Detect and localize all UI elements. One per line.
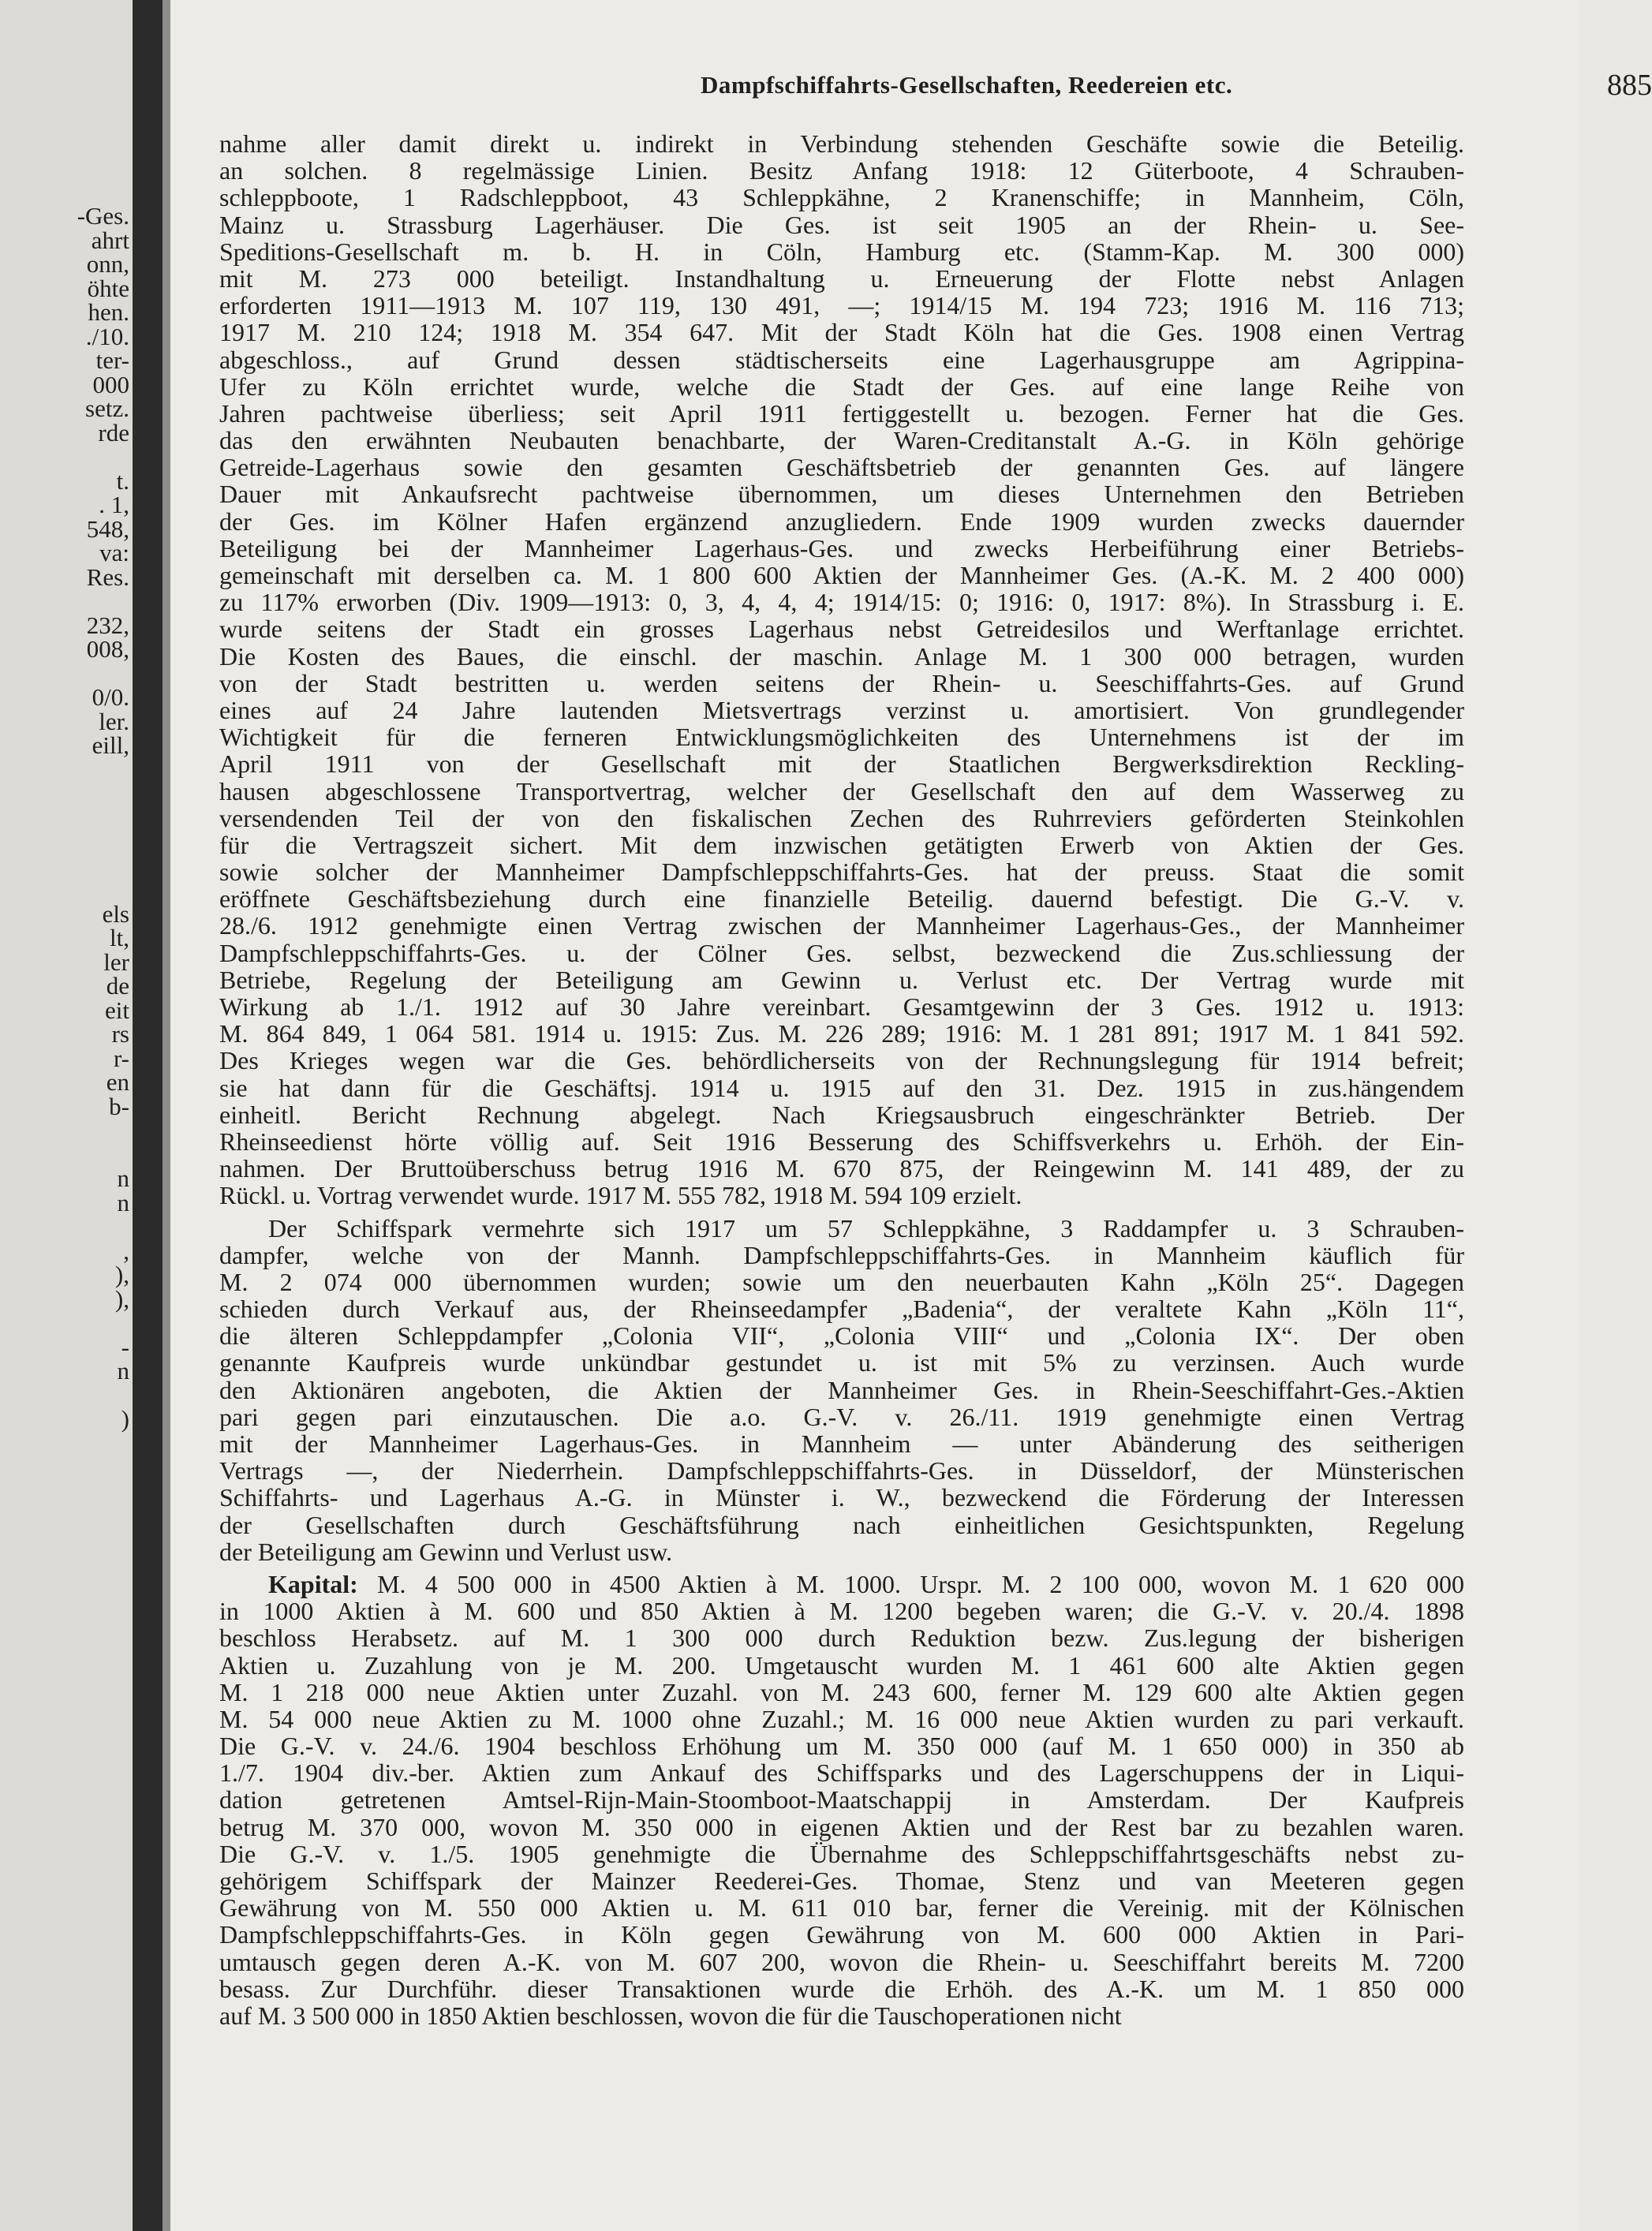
text-line: Dampfschleppschiffahrts-Ges. u. der Cölner Ges. selbst, bezweckend die Zus.schliessung der (219, 938, 1464, 967)
text-line: Wichtigkeit für die ferneren Entwicklungsmöglichkeiten des Unternehmens ist der im (219, 723, 1464, 752)
text-line: Dampfschleppschiffahrts-Ges. in Köln gegen Gewährung von M. 600 000 Aktien in Pari- (219, 1920, 1464, 1949)
facing-page-fragment: , (123, 1236, 129, 1265)
text-line: für die Vertragszeit sichert. Mit dem inzwischen getätigten Erwerb von Aktien der Ges. (219, 830, 1464, 859)
text-line: der Gesellschaften durch Geschäftsführung nach einheitlichen Gesichtspunkten, Regelung (219, 1510, 1464, 1539)
text-line: an solchen. 8 regelmässige Linien. Besitz Anfang 1918: 12 Güterboote, 4 Schrauben- (219, 156, 1464, 185)
running-head: Dampfschiffahrts-Gesellschaften, Reedereien etc. (701, 71, 1233, 99)
facing-page-fragment: onn, (86, 250, 129, 278)
text-line: den Aktionären angeboten, die Aktien der Mannheimer Ges. in Rhein-Seeschiffahrt-Ges.-Aktien (219, 1375, 1464, 1404)
text-line: mit M. 273 000 beteiligt. Instandhaltung u. Erneuerung der Flotte nebst Anlagen (219, 263, 1464, 293)
text-line: Ufer zu Köln errichtet wurde, welche die Stadt der Ges. auf eine lange Reihe von (219, 372, 1464, 401)
text-line: Schiffahrts- und Lagerhaus A.-G. in Münster i. W., bezweckend die Förderung der Interessen (219, 1483, 1464, 1512)
facing-page-fragment: r- (113, 1044, 129, 1072)
facing-page-fragments (0, 202, 134, 1433)
text-line: einheitl. Bericht Rechnung abgelegt. Nach Kriegsausbruch eingeschränkter Betrieb. Der (219, 1100, 1464, 1129)
facing-page-fragment: -Ges. (77, 202, 129, 230)
facing-page-fragment: n (117, 1164, 129, 1192)
text-line: gemeinschaft mit derselben ca. M. 1 800 600 Aktien der Mannheimer Ges. (A.-K. M. 2 400 000) (219, 561, 1464, 589)
text-line: in 1000 Aktien à M. 600 und 850 Aktien à M. 1200 begeben waren; die G.-V. v. 20./4. 1898 (219, 1597, 1464, 1626)
facing-page-fragment: b- (109, 1092, 129, 1120)
text-line: pari gegen pari einzutauschen. Die a.o. G.-V. v. 26./11. 1919 genehmigte einen Vertrag (219, 1402, 1464, 1431)
facing-page-fragment: lt, (110, 924, 129, 951)
text-line: der Beteiligung am Gewinn und Verlust usw. (219, 1537, 673, 1566)
text-line: mit der Mannheimer Lagerhaus-Ges. in Mannheim — unter Abänderung des seitherigen (219, 1429, 1464, 1458)
text-line: 1917 M. 210 124; 1918 M. 354 647. Mit der Stadt Köln hat die Ges. 1908 einen Vertrag (219, 318, 1464, 347)
text-line: schleppboote, 1 Radschleppboot, 43 Schleppkähne, 2 Kranenschiffe; in Mannheim, Cöln, (219, 183, 1464, 212)
text-line: das den erwähnten Neubauten benachbarte, der Waren-Creditanstalt A.-G. in Köln gehörige (219, 426, 1464, 455)
text-line (219, 1571, 1464, 1598)
text-line: Die G.-V. v. 24./6. 1904 beschloss Erhöhung um M. 350 000 (auf M. 1 650 000) in 350 ab (219, 1732, 1464, 1761)
text-line: genannte Kaufpreis wurde unkündbar gestundet u. ist mit 5% zu verzinsen. Auch wurde (219, 1348, 1464, 1377)
text-line: Der Schiffspark vermehrte sich 1917 um 57 Schleppkähne, 3 Raddampfer u. 3 Schrauben- (268, 1213, 1464, 1243)
spine-shadow (163, 0, 170, 2231)
text-line: die älteren Schleppdampfer „Colonia VII“, „Colonia VIII“ und „Colonia IX“. Der oben (219, 1321, 1464, 1351)
text-line: zu 117% erworben (Div. 1909—1913: 0, 3, 4, 4, 4; 1914/15: 0; 1916: 0, 1917: 8%). In Strassburg i. E. (219, 588, 1464, 617)
facing-page-fragment: els (102, 899, 129, 928)
text-line: Speditions-Gesellschaft m. b. H. in Cöln, Hamburg etc. (Stamm-Kap. M. 300 000) (219, 237, 1464, 266)
text-line: hausen abgeschlossene Transportvertrag, welcher der Gesellschaft den auf dem Wasserweg zu (219, 776, 1464, 805)
text-line: 28./6. 1912 genehmigte einen Vertrag zwischen der Mannheimer Lagerhaus-Ges., der Mannheimer (219, 911, 1464, 940)
text-line: der Ges. im Kölner Hafen ergänzend anzugliedern. Ende 1909 wurden zwecks dauernder (219, 506, 1464, 536)
text-line: Gewährung von M. 550 000 Aktien u. M. 611 010 bar, ferner die Vereinig. mit der Kölnischen (219, 1893, 1464, 1923)
text-line: erforderten 1911—1913 M. 107 119, 130 491, —; 1914/15 M. 194 723; 1916 M. 116 713; (219, 291, 1464, 320)
text-line: M. 864 849, 1 064 581. 1914 u. 1915: Zus. M. 226 289; 1916: M. 1 281 891; 1917 M. 1 841 592. (219, 1019, 1464, 1048)
text-line: schieden durch Verkauf aus, der Rheinseedampfer „Badenia“, der veraltete Kahn „Köln 11“, (219, 1295, 1464, 1324)
facing-page-fragment: öhte (87, 274, 129, 302)
text-line: dampfer, welche von der Mannh. Dampfschleppschiffahrts-Ges. in Mannheim käuflich für (219, 1240, 1464, 1269)
text-line: versendenden Teil der von den fiskalischen Zechen des Ruhrreviers geförderten Steinkohlen (219, 803, 1464, 832)
text-line: Des Krieges wegen war die Ges. behördlicherseits von der Rechnungslegung für 1914 befreit; (219, 1046, 1464, 1075)
facing-page-fragment: ./10. (85, 322, 129, 350)
facing-page-fragment: rs (111, 1020, 129, 1048)
facing-page-fragment: 548, (86, 514, 129, 543)
text-line: von der Stadt bestritten u. werden seitens der Rhein- u. Seeschiffahrts-Ges. auf Grund (219, 668, 1464, 697)
text-line: Dauer mit Ankaufsrecht pachtweise übernommen, um dieses Unternehmen den Betrieben (219, 480, 1464, 509)
facing-page-fragment: ), (114, 1261, 129, 1288)
facing-page-fragment: 0/0. (92, 683, 129, 711)
facing-page-fragment: eill, (92, 731, 129, 759)
body-text (219, 130, 1464, 2029)
facing-page-fragment: . 1, (99, 491, 129, 518)
facing-page-fragment: hen. (88, 298, 129, 326)
facing-page-fragment: n (117, 1188, 129, 1216)
facing-page-fragment: 008, (86, 635, 129, 663)
facing-page-fragment: 232, (86, 611, 129, 639)
facing-page-fragment: n (117, 1357, 129, 1385)
facing-page-fragment: va: (99, 539, 129, 566)
facing-page-fragment: ), (114, 1284, 129, 1313)
facing-page-fragment: - (121, 1332, 129, 1361)
text-line: dation getretenen Amtsel-Rijn-Main-Stoomboot-Maatschappij in Amsterdam. Der Kaufpreis (219, 1785, 1464, 1814)
facing-page-fragment: ahrt (91, 226, 129, 254)
facing-page-fragment: en (106, 1068, 129, 1096)
text-line: Beteiligung bei der Mannheimer Lagerhaus-Ges. und zwecks Herbeiführung einer Betriebs- (219, 533, 1464, 562)
facing-page-fragment: ler (103, 947, 129, 976)
text-line: Die Kosten des Baues, die einschl. der maschin. Anlage M. 1 300 000 betragen, wurden (219, 641, 1464, 671)
text-line: Jahren pachtweise überliess; seit April 1911 fertiggestellt u. bezogen. Ferner hat die Ges. (219, 398, 1464, 428)
text-line: wurde seitens der Stadt ein grosses Lagerhaus nebst Getreidesilos und Werftanlage errichtet. (219, 615, 1464, 644)
text-line: umtausch gegen deren A.-K. von M. 607 200, wovon die Rhein- u. Seeschiffahrt bereits M. 7200 (219, 1947, 1464, 1976)
book-spine (133, 0, 163, 2231)
text-line: April 1911 von der Gesellschaft mit der Staatlichen Bergwerksdirektion Reckling- (219, 749, 1464, 779)
page-number: 885 (1607, 69, 1652, 102)
text-line: nahme aller damit direkt u. indirekt in Verbindung stehenden Geschäfte sowie die Beteilig. (219, 129, 1464, 158)
text-line: besass. Zur Durchführ. dieser Transaktionen wurde die Erhöh. des A.-K. um M. 1 850 000 (219, 1974, 1464, 2003)
text-line: Rückl. u. Vortrag verwendet wurde. 1917 M. 555 782, 1918 M. 594 109 erzielt. (219, 1181, 1022, 1210)
text-line: nahmen. Der Bruttoüberschuss betrug 1916 M. 670 875, der Reingewinn M. 141 489, der zu (219, 1154, 1464, 1183)
text-line: Wirkung ab 1./1. 1912 auf 30 Jahre vereinbart. Gesamtgewinn der 3 Ges. 1912 u. 1913: (219, 992, 1464, 1021)
facing-page-fragment: 000 (92, 370, 129, 398)
text-line: eines auf 24 Jahre lautenden Mietsvertrags verzinst u. amortisiert. Von grundlegender (219, 695, 1464, 724)
facing-page-edge (0, 0, 134, 2231)
text-line: sowie solcher der Mannheimer Dampfschleppschiffahrts-Ges. hat der preuss. Staat die somit (219, 858, 1464, 887)
kapital-label: Kapital: (268, 1569, 358, 1598)
facing-page-fragment: t. (116, 466, 129, 495)
text-line: M. 2 074 000 übernommen wurden; sowie um den neuerbauten Kahn „Köln 25“. Dagegen (219, 1267, 1464, 1296)
facing-page-fragment: rde (98, 418, 129, 447)
page-header (701, 71, 1652, 107)
text-line: Getreide-Lagerhaus sowie den gesamten Geschäftsbetrieb der genannten Ges. auf längere (219, 453, 1464, 482)
text-line: Die G.-V. v. 1./5. 1905 genehmigte die Übernahme des Schleppschiffahrtsgeschäfts nebst zu- (219, 1839, 1464, 1868)
facing-page-fragment: ler. (99, 707, 129, 735)
facing-page-fragment: de (106, 972, 129, 1000)
text-line: betrug M. 370 000, wovon M. 350 000 in eigenen Aktien und der Rest bar zu bezahlen waren. (219, 1812, 1464, 1841)
text-line: Betriebe, Regelung der Beteiligung am Gewinn u. Verlust etc. Der Vertrag wurde mit (219, 965, 1464, 994)
text-line: beschloss Herabsetz. auf M. 1 300 000 durch Reduktion bezw. Zus.legung der bisherigen (219, 1624, 1464, 1653)
text-line-content: M. 4 500 000 in 4500 Aktien à M. 1000. Urspr. M. 2 100 000, wovon M. 1 620 000 (357, 1569, 1464, 1598)
text-line: Aktien u. Zuzahlung von je M. 200. Umgetauscht wurden M. 1 461 600 alte Aktien gegen (219, 1650, 1464, 1680)
facing-page-fragment: ter- (95, 346, 129, 374)
text-line: auf M. 3 500 000 in 1850 Aktien beschlossen, wovon die für die Tauschoperationen nicht (219, 2001, 1122, 2030)
text-line: gehörigem Schiffspark der Mainzer Reederei-Ges. Thomae, Stenz und van Meeteren gegen (219, 1867, 1464, 1895)
text-line: abgeschloss., auf Grund dessen städtischerseits eine Lagerhausgruppe am Agrippina- (219, 345, 1464, 374)
facing-page-fragment: ) (121, 1405, 129, 1433)
facing-page-fragment: eit (105, 996, 129, 1024)
text-line: Rheinseedienst hörte völlig auf. Seit 1916 Besserung des Schiffsverkehrs u. Erhöh. der Ein- (219, 1127, 1464, 1156)
text-line: Mainz u. Strassburg Lagerhäuser. Die Ges. ist seit 1905 an der Rhein- u. See- (219, 210, 1464, 239)
text-line: M. 54 000 neue Aktien zu M. 1000 ohne Zuzahl.; M. 16 000 neue Aktien wurden zu pari verkauft. (219, 1704, 1464, 1733)
text-line: Vertrags —, der Niederrhein. Dampfschleppschiffahrts-Ges. in Düsseldorf, der Münsterischen (219, 1456, 1464, 1485)
facing-page-fragment: setz. (85, 394, 129, 422)
text-line: M. 1 218 000 neue Aktien unter Zuzahl. von M. 243 600, ferner M. 129 600 alte Aktien gegen (219, 1677, 1464, 1706)
text-line: 1./7. 1904 div.-ber. Aktien zum Ankauf des Schiffsparks und des Lagerschuppens der in Liqui- (219, 1758, 1464, 1788)
text-line: sie hat dann für die Geschäftsj. 1914 u. 1915 auf den 31. Dez. 1915 in zus.hängendem (219, 1073, 1464, 1102)
facing-page-fragment: Res. (86, 562, 129, 591)
text-line: eröffnete Geschäftsbeziehung durch eine finanzielle Beteilig. dauernd befestigt. Die G.-V. v. (219, 884, 1464, 914)
